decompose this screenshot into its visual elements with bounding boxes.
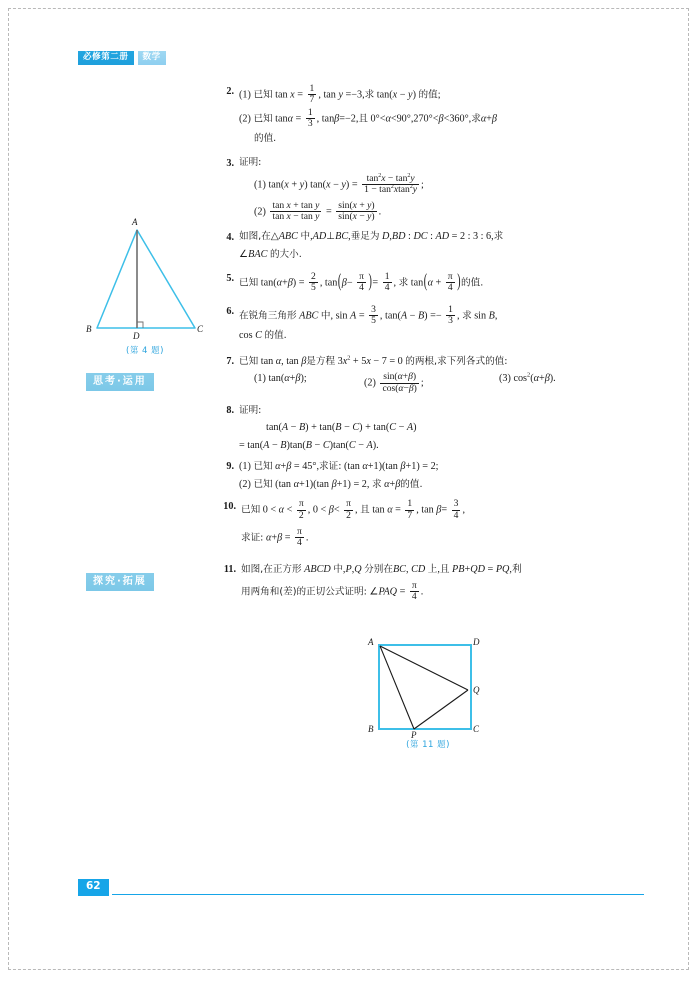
- problem-11-line-1: 如图,在正方形 ABCD 中,P,Q 分别在BC, CD 上,且 PB+QD = PQ,利: [241, 563, 522, 575]
- figure-square-caption: (第 11 题): [406, 740, 450, 750]
- problem-6: [214, 305, 644, 347]
- figure-triangle-caption: (第 4 题): [126, 346, 164, 356]
- problem-4-line-2: ∠BAC 的大小.: [239, 248, 302, 260]
- problem-3-stem: 证明:: [239, 157, 262, 169]
- problem-9-part-2: (2) 已知 (tan α+1)(tan β+1) = 2, 求 α+β的值.: [239, 478, 423, 490]
- problem-7-part-3: (3) $\cos^2(\alpha+\beta)$.: [499, 372, 556, 385]
- problem-2: [214, 84, 644, 150]
- problem-10-number: 10.: [223, 500, 236, 512]
- figure-triangle-abc: [84, 216, 206, 346]
- header-book-chip: 必修第二册: [78, 51, 134, 65]
- problem-7-part-1: (1) tan(α+β);: [254, 373, 307, 385]
- square-label-A: A: [368, 637, 374, 647]
- problem-9-number: 9.: [226, 461, 234, 473]
- problem-2-part-1: (1) 已知 tan x = $\frac{1}{7}$ , tan y =−3,求 tan(x − y) 的值;: [239, 83, 441, 106]
- problem-10: [214, 499, 644, 550]
- problem-8-line-1: tan(A − B) + tan(B − C) + tan(C − A): [266, 422, 417, 434]
- problem-11-number: 11.: [223, 564, 236, 576]
- problem-3: [214, 156, 644, 225]
- page-number: 62: [78, 879, 109, 896]
- problem-8: [214, 404, 644, 457]
- problem-7: [214, 355, 644, 397]
- problem-6-line-1: 在锐角三角形 ABC 中, sin A = $\frac{3}{5}$ , tan(A − B) =− $\frac{1}{3}$ , 求 sin B,: [239, 303, 498, 326]
- header-subject-chip: 数学: [138, 51, 166, 65]
- square-label-C: C: [473, 724, 480, 734]
- square-label-D: D: [473, 637, 480, 647]
- triangle-svg: [84, 216, 206, 346]
- problem-2-part-2-cont: 的值.: [254, 133, 277, 145]
- problem-11: [214, 563, 644, 605]
- section-tag-exploration-extension: 探究·拓展: [86, 573, 154, 591]
- problem-2-number: 2.: [226, 85, 234, 97]
- problem-7-parts: [239, 372, 644, 393]
- problem-5: [214, 272, 644, 296]
- problem-7-part-2: (2) $\frac{\sin(\alpha+\beta)}{\cos(\alpha-\beta)}$ ;: [364, 371, 424, 394]
- problem-6-number: 6.: [226, 306, 234, 318]
- problem-7-number: 7.: [226, 356, 234, 368]
- problem-3-part-1: (1) tan(x + y) tan(x − y) = $\frac{\tan^2x - \tan^2y}{1 - \tan^2xtan^2y}$ ;: [254, 172, 424, 195]
- problem-3-part-2: (2) $\frac{\text{tan x + tan y}}{\text{tan x − tan y}}$ = $\frac{\sin(x + y)}{\sin(x - y)}$ .: [254, 199, 382, 222]
- problem-5-number: 5.: [226, 273, 234, 285]
- page-header: [78, 51, 166, 65]
- problem-2-part-2: (2) 已知 tanα = $\frac{1}{3}$ , tanβ=−2,且 0°<α<90°,270°<β<360°,求α+β: [239, 107, 497, 130]
- section-tag-thinking-application: 思考·运用: [86, 373, 154, 391]
- problem-8-stem: 证明:: [239, 404, 262, 416]
- page-footer: [78, 879, 644, 895]
- problem-9-part-1: (1) 已知 α+β = 45°,求证: (tan α+1)(tan β+1) = 2;: [239, 460, 439, 472]
- square-label-Q: Q: [473, 685, 480, 695]
- problem-10-line-1: 已知 0 < α < $\frac{\pi}{2}$ , 0 < β< $\frac{\pi}{2}$ , 且 tan α = $\frac{1}{7}$ , tan β= $\frac{3}{4}$ ,: [241, 498, 466, 521]
- triangle-label-C: C: [197, 324, 204, 334]
- problem-4: [214, 230, 644, 266]
- problem-9: [214, 460, 644, 496]
- problem-8-number: 8.: [226, 405, 234, 417]
- problem-8-line-2: = tan(A − B)tan(B − C)tan(C − A).: [239, 440, 379, 452]
- triangle-label-A: A: [132, 217, 138, 227]
- problem-10-line-2: 求证: α+β = $\frac{\pi}{4}$ .: [241, 525, 309, 548]
- problem-5-text: 已知 tan(α+β) = $\frac{2}{5}$ , tan(β− $\frac{\pi}{4}$ )= $\frac{1}{4}$ , 求 tan(α + $\frac{\pi}{4}$ )的值.: [239, 270, 484, 293]
- problem-11-line-2: 用两角和(差)的正切公式证明: ∠PAQ = $\frac{\pi}{4}$ .: [241, 579, 424, 602]
- figure-square-abcd: [362, 636, 494, 741]
- problem-3-number: 3.: [226, 157, 234, 169]
- problem-4-line-1: 如图,在△ABC 中,AD⊥BC,垂足为 D,BD : DC : AD = 2 : 3 : 6,求: [239, 231, 504, 243]
- square-label-P: P: [411, 730, 417, 740]
- exercise-list: [214, 84, 644, 611]
- square-label-B: B: [368, 724, 374, 734]
- problem-4-number: 4.: [226, 231, 234, 243]
- triangle-label-D: D: [133, 331, 140, 341]
- problem-6-line-2: cos C 的值.: [239, 329, 287, 341]
- problem-7-stem: 已知 tan α, tan β是方程 $3x^2 + 5x - 7 = 0$ 的两根,求下列各式的值:: [239, 354, 508, 367]
- footer-rule: [112, 894, 644, 895]
- triangle-label-B: B: [86, 324, 92, 334]
